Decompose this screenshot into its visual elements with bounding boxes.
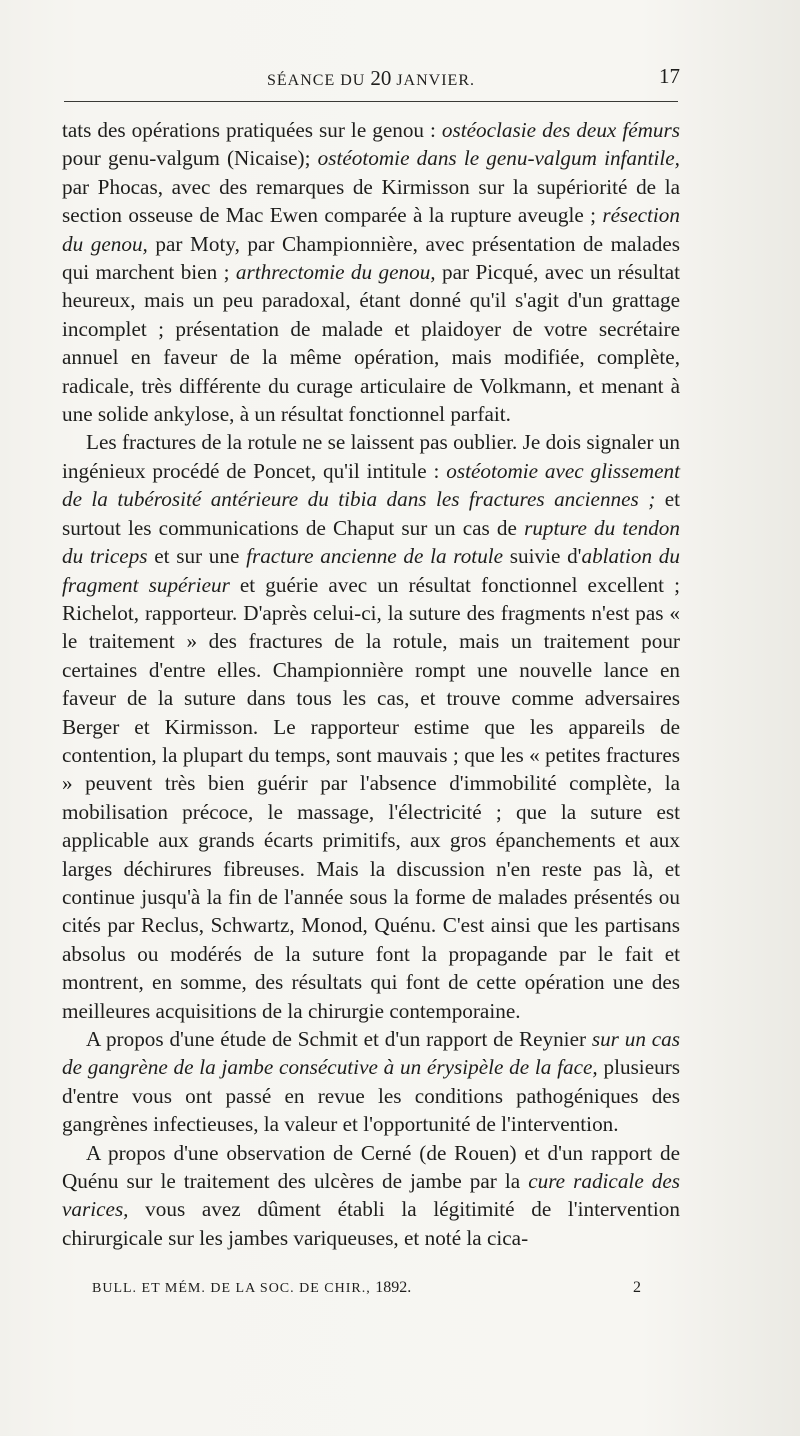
text-run: vous avez dûment établi la légitimité de l'intervention chirurgicale sur les jambes variqueuses, et noté la cica- xyxy=(62,1197,680,1250)
signature-mark: 2 xyxy=(633,1279,642,1296)
running-title xyxy=(62,66,680,91)
text-run: plusieurs d'entre vous ont passé en revue les conditions pathogéniques des gangrènes infectieuses, la valeur et l'opportunité de l'intervention. xyxy=(62,1055,680,1137)
text-run: pour genu-valgum (Nicaise); xyxy=(62,146,318,171)
text-run: et sur une xyxy=(147,544,247,569)
paragraph xyxy=(62,428,680,1025)
paragraph xyxy=(62,116,680,428)
page-number: 17 xyxy=(659,64,680,88)
text-run: et guérie avec un résultat fonctionnel excellent ; Richelot, rapporteur. D'après celui-ci, la suture des fragments n'est pas « le traitement » des fractures de la rotule, mais un traitement pour certaines d'entre elles. Championnière rompt une nouvelle lance en faveur de la suture dans tous les cas, et trouve comme adversaires Berger et Kirmisson. Le rapporteur estime que les appareils de contention, la plupart du temps, sont mauvais ; que les « petites fractures » peuvent très bien guérir par l'absence d'immobilité complète, la mobilisation précoce, le massage, l'électricité ; que la suture est applicable aux grands écarts primitifs, aux gros épanchements et aux larges déchirures fibreuses. Mais la discussion n'en reste pas là, et continue jusqu'à la fin de l'année sous la forme de malades présentés ou cités par Reclus, Schwartz, Monod, Quénu. C'est ainsi que les partisans absolus ou modérés de la suture font la propagande par le fait et montrent, en somme, des résultats qui font de cette opération une des meilleures acquisitions de la chirurgie contemporaine. xyxy=(62,572,680,1023)
italic-phrase: fracture ancienne de la rotule xyxy=(246,544,504,569)
text-run: tats des opérations pratiquées sur le genou : xyxy=(62,118,442,142)
italic-phrase: arthrectomie du genou, xyxy=(235,260,436,285)
italic-phrase: rupture du tendon du triceps xyxy=(62,515,680,569)
body-text xyxy=(62,116,680,1252)
page-footer xyxy=(92,1279,642,1301)
text-run: et surtout les communications de Chaput sur un cas de xyxy=(62,487,680,540)
running-title-suffix: JANVIER. xyxy=(391,72,475,89)
paragraph xyxy=(62,1139,680,1253)
italic-phrase: sur un cas de gangrène de la jambe consécutive à un érysipèle de la face, xyxy=(62,1027,680,1080)
journal-reference xyxy=(92,1279,411,1297)
journal-title: BULL. ET MÉM. DE LA SOC. DE CHIR., xyxy=(92,1281,376,1296)
italic-phrase: ostéotomie dans le genu-valgum infantile, xyxy=(317,146,680,171)
journal-year: 1892. xyxy=(375,1279,412,1296)
running-header xyxy=(62,64,680,90)
italic-phrase: ostéotomie avec glissement de la tubérosité antérieure du tibia dans les fractures anciennes ; xyxy=(62,458,680,512)
text-run: par Phocas, avec des remarques de Kirmisson sur la supériorité de la section osseuse de Mac Ewen comparée à la rupture aveugle ; xyxy=(62,174,680,228)
italic-phrase: ostéoclasie des deux fémurs xyxy=(441,118,681,142)
text-run: A propos d'une étude de Schmit et d'un rapport de Reynier xyxy=(86,1027,592,1051)
text-run: Les fractures de la rotule ne se laissent pas oublier. Je dois signaler un ingénieux procédé de Poncet, qu'il intitule : xyxy=(62,430,680,483)
running-title-prefix: SÉANCE DU xyxy=(266,72,371,89)
header-rule xyxy=(64,101,678,102)
text-run: A propos d'une observation de Cerné (de Rouen) et d'un rapport de Quénu sur le traitement des ulcères de jambe par la xyxy=(62,1140,680,1194)
text-run: par Moty, par Championnière, avec présentation de malades qui marchent bien ; xyxy=(62,231,680,285)
text-run: suivie d' xyxy=(503,544,582,569)
italic-phrase: résection du genou, xyxy=(62,203,680,256)
italic-phrase: ablation du fragment supérieur xyxy=(62,544,680,597)
paragraph xyxy=(62,1025,680,1139)
italic-phrase: cure radicale des varices, xyxy=(62,1169,680,1222)
running-title-date: 20 xyxy=(370,66,392,90)
text-run: par Picqué, avec un résultat heureux, mais un peu paradoxal, étant donné qu'il s'agit d'un grattage incomplet ; présentation de malade et plaidoyer de votre secrétaire annuel en faveur de la même opération, mais modifiée, complète, radicale, très différente du curage articulaire de Volkmann, et menant à une solide ankylose, à un résultat fonctionnel parfait. xyxy=(62,260,680,427)
